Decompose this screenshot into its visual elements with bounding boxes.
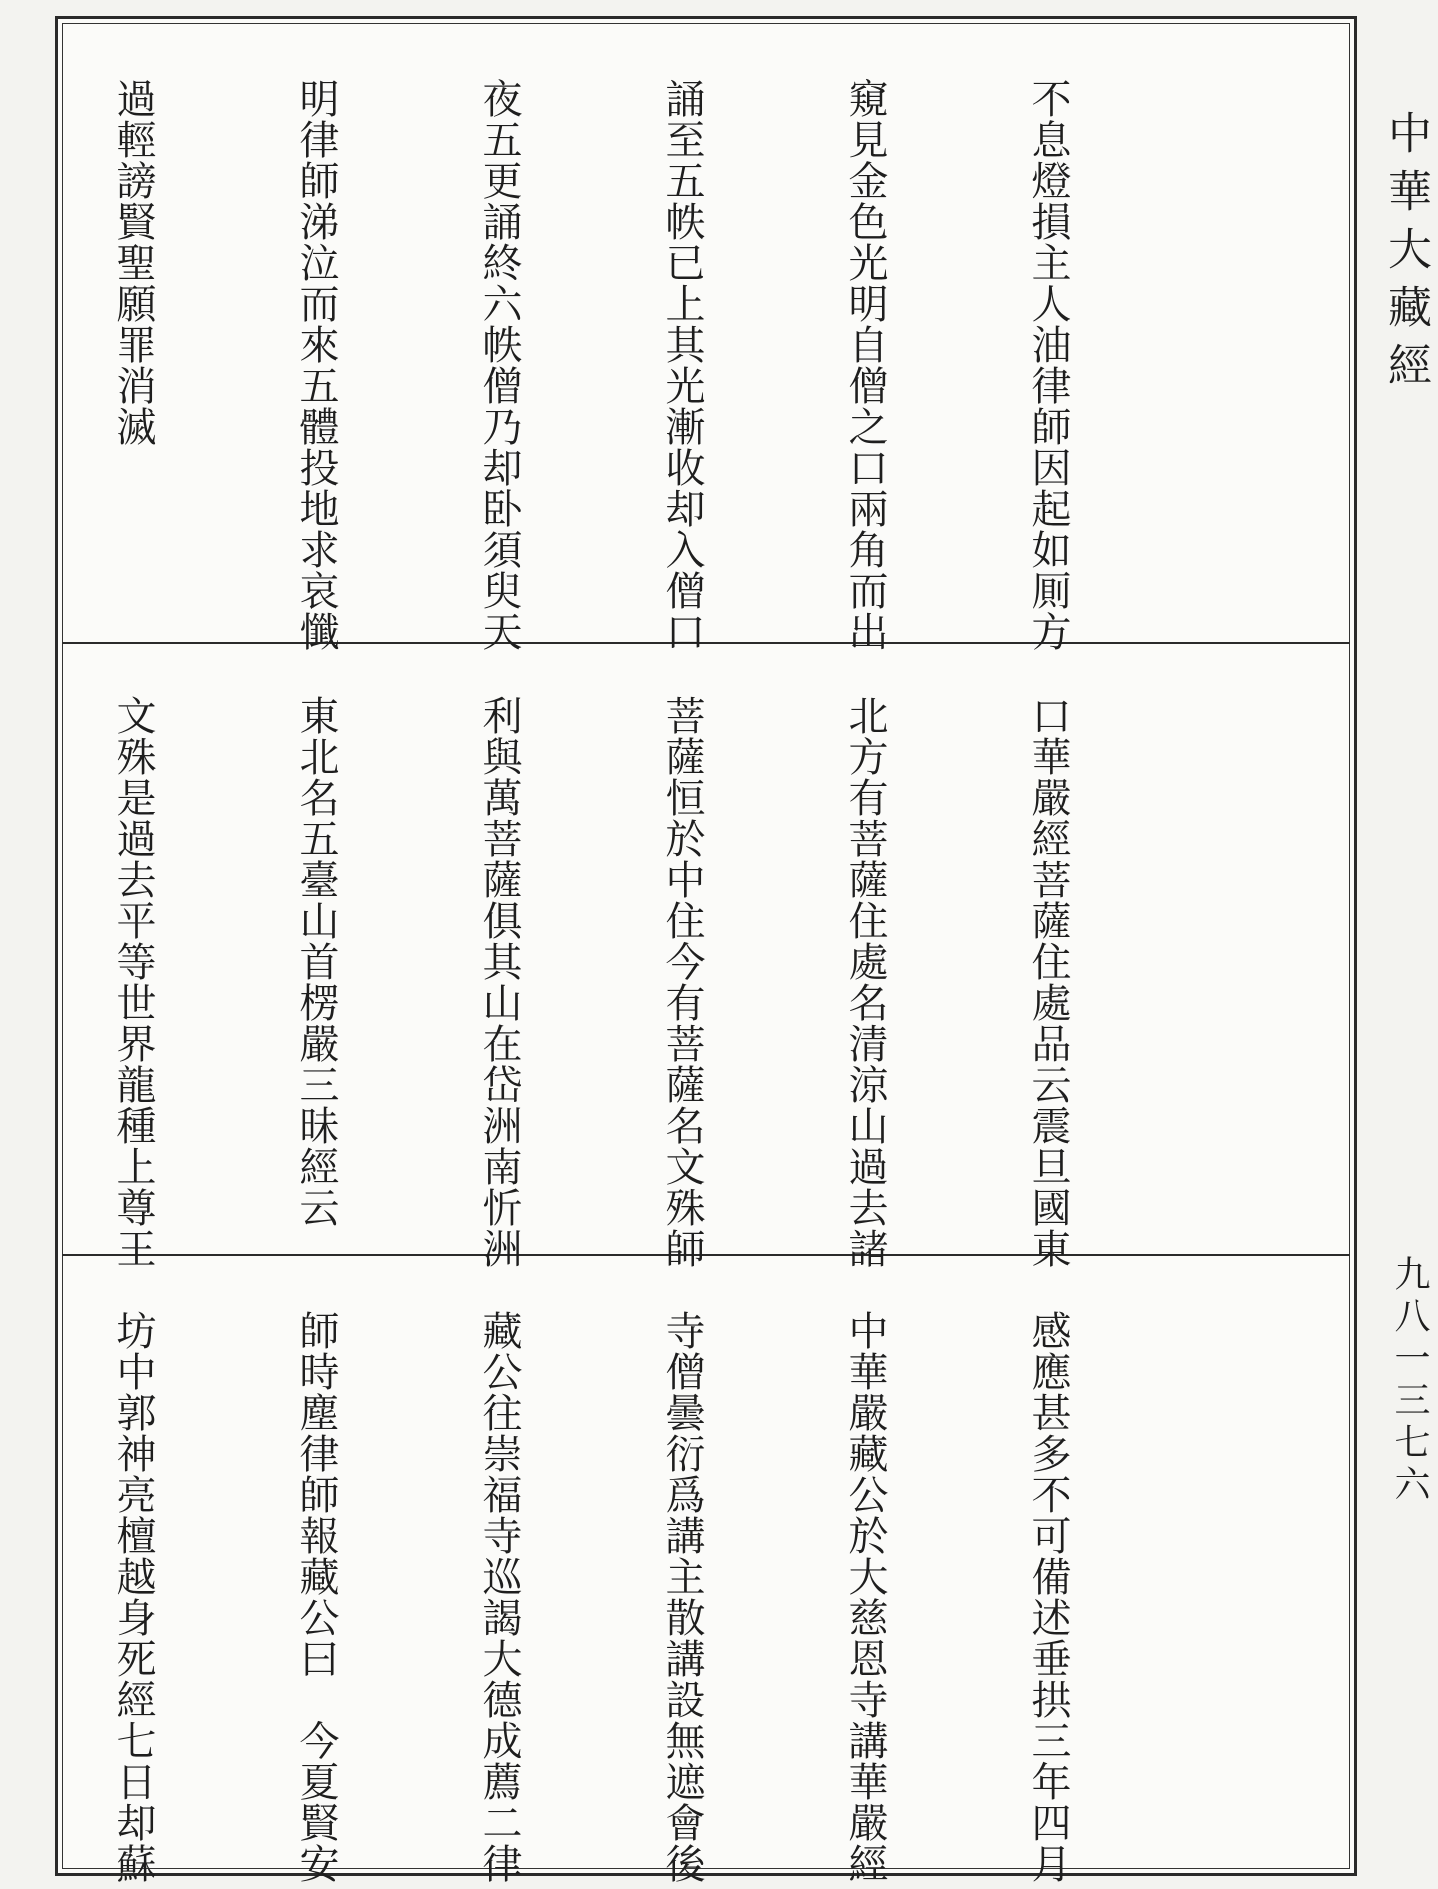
text-column: 文殊是過去平等世界龍種上尊王 bbox=[110, 695, 156, 1269]
text-column: 口華嚴經菩薩住處品云震旦國東 bbox=[1025, 695, 1071, 1269]
register-divider-top bbox=[62, 642, 1350, 644]
text-column: 中華嚴藏公於大慈恩寺講華嚴經 bbox=[842, 1310, 888, 1884]
text-column: 菩薩恒於中住今有菩薩名文殊師 bbox=[659, 695, 705, 1269]
text-panel-bottom bbox=[110, 1310, 1200, 1884]
text-column: 藏公往崇福寺巡謁大德成薦二律 bbox=[476, 1310, 522, 1884]
text-panel-top bbox=[110, 78, 1200, 652]
text-panel-middle bbox=[110, 695, 1200, 1269]
text-column: 過輕謗賢聖願罪消滅 bbox=[110, 78, 156, 447]
text-column: 寺僧曇衍爲講主散講設無遮會後 bbox=[659, 1310, 705, 1884]
page-number: 九八一三七六 bbox=[1389, 1255, 1430, 1507]
text-column: 窺見金色光明自僧之口兩角而出 bbox=[842, 78, 888, 652]
text-column: 感應甚多不可備述垂拱三年四月 bbox=[1025, 1310, 1071, 1884]
collection-title: 中華大藏經 bbox=[1380, 110, 1431, 400]
register-divider-bottom bbox=[62, 1254, 1350, 1256]
text-column: 師時塵律師報藏公曰 今夏賢安 bbox=[293, 1310, 339, 1884]
text-column: 利與萬菩薩俱其山在岱洲南忻洲 bbox=[476, 695, 522, 1269]
text-column: 坊中郭神亮檀越身死經七日却蘇 bbox=[110, 1310, 156, 1884]
text-column: 東北名五臺山首楞嚴三昧經云 bbox=[293, 695, 339, 1228]
text-column: 誦至五帙已上其光漸收却入僧口 bbox=[659, 78, 705, 652]
text-column: 明律師涕泣而來五體投地求哀懺 bbox=[293, 78, 339, 652]
text-column: 不息燈損主人油律師因起如厠方 bbox=[1025, 78, 1071, 652]
text-column: 夜五更誦終六帙僧乃却卧須臾天 bbox=[476, 78, 522, 652]
text-column: 北方有菩薩住處名清涼山過去諸 bbox=[842, 695, 888, 1269]
